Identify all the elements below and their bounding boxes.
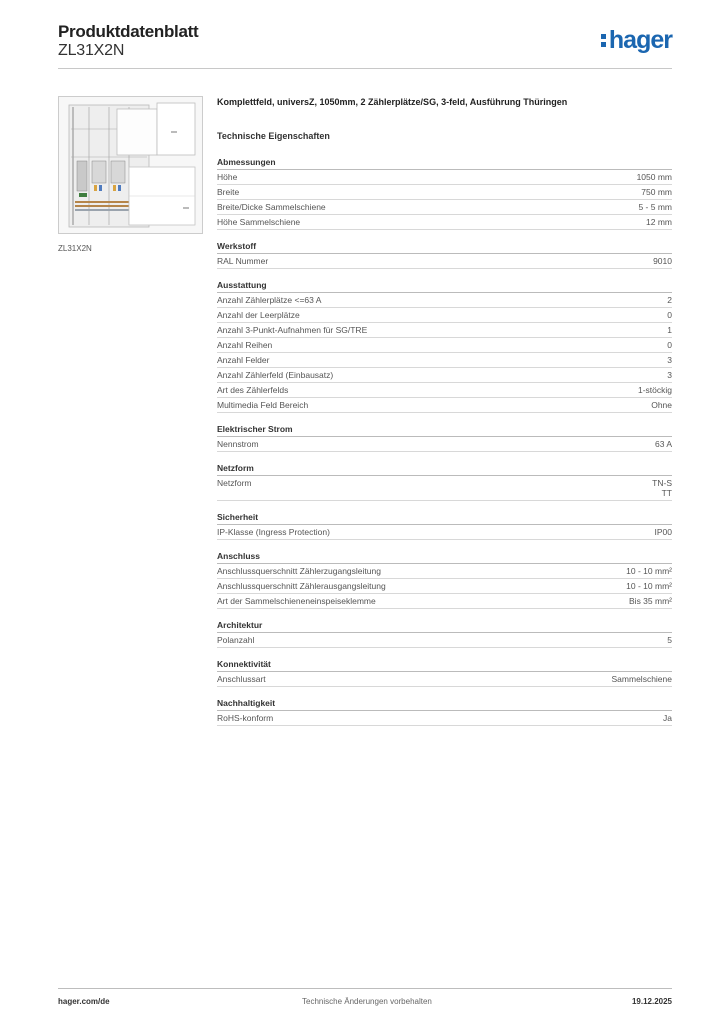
product-code: ZL31X2N [58,42,125,59]
header-divider [58,68,672,69]
spec-label: Anzahl Reihen [217,340,273,350]
spec-label: Breite/Dicke Sammelschiene [217,202,326,212]
product-description: Komplettfeld, universZ, 1050mm, 2 Zählerplätze/SG, 3-feld, Ausführung Thüringen [217,97,568,107]
spec-row [217,353,672,368]
spec-label: Höhe [217,172,238,182]
section-title: Abmessungen [217,156,672,170]
spec-section [217,658,672,687]
product-image [58,96,203,234]
section-title: Konnektivität [217,658,672,672]
section-title: Anschluss [217,550,672,564]
section-title: Elektrischer Strom [217,423,672,437]
spec-value: 1050 mm [636,172,672,182]
spec-value: 0 [667,310,672,320]
spec-row [217,672,672,687]
spec-value: 1 [667,325,672,335]
section-title: Nachhaltigkeit [217,697,672,711]
section-title: Werkstoff [217,240,672,254]
spec-value: Sammelschiene [611,674,672,684]
spec-row [217,633,672,648]
spec-row [217,398,672,413]
spec-label: Art der Sammelschieneneinspeiseklemme [217,596,376,606]
footer-note: Technische Änderungen vorbehalten [302,997,432,1006]
spec-label: Anschlussquerschnitt Zählerausgangsleitung [217,581,386,591]
spec-value: 12 mm [646,217,672,227]
footer-date: 19.12.2025 [631,997,672,1006]
spec-value: 3 [667,370,672,380]
spec-row [217,308,672,323]
spec-label: Anzahl Felder [217,355,270,365]
image-caption: ZL31X2N [58,244,92,253]
spec-label: Art des Zählerfelds [217,385,289,395]
page-header [58,22,672,68]
spec-value: 0 [667,340,672,350]
spec-value: 63 A [654,439,672,449]
spec-label: Anzahl Zählerplätze <=63 A [217,295,322,305]
spec-row [217,170,672,185]
spec-label: Höhe Sammelschiene [217,217,301,227]
logo-text: hager [608,26,672,54]
spec-row [217,383,672,398]
spec-row [217,368,672,383]
spec-label: Anzahl Zählerfeld (Einbausatz) [217,370,334,380]
spec-label: Multimedia Feld Bereich [217,400,309,410]
spec-section [217,279,672,413]
spec-value: IP00 [654,527,672,537]
spec-section [217,156,672,230]
spec-sections [217,156,672,726]
spec-value: 5 [667,635,672,645]
footer-website[interactable]: hager.com/de [58,997,110,1006]
hager-logo [601,26,672,55]
spec-section [217,619,672,648]
spec-value: Ja [663,713,672,723]
spec-row [217,200,672,215]
document-title: Produktdatenblatt [58,22,199,41]
logo-dots-icon [601,31,607,50]
spec-label: Anschlussart [217,674,266,684]
spec-row [217,323,672,338]
spec-section [217,423,672,452]
spec-value: Bis 35 mm² [629,596,672,606]
technical-properties-heading: Technische Eigenschaften [217,131,330,141]
spec-row [217,338,672,353]
meter-cabinet-illustration [59,97,202,233]
spec-value: 2 [667,295,672,305]
spec-row [217,293,672,308]
spec-row [217,254,672,269]
spec-label: RAL Nummer [217,256,269,266]
spec-row [217,525,672,540]
spec-value: 9010 [653,256,672,266]
spec-value: TN-S TT [652,478,672,498]
spec-label: Netzform [217,478,252,488]
spec-value: 3 [667,355,672,365]
spec-section [217,550,672,609]
spec-row [217,579,672,594]
spec-section [217,240,672,269]
spec-label: Nennstrom [217,439,259,449]
footer-divider [58,988,672,989]
spec-row [217,215,672,230]
spec-label: IP-Klasse (Ingress Protection) [217,527,330,537]
spec-row [217,476,672,501]
spec-row [217,711,672,726]
spec-row [217,564,672,579]
product-content [217,96,672,736]
spec-label: Anschlussquerschnitt Zählerzugangsleitung [217,566,381,576]
spec-row [217,185,672,200]
spec-row [217,437,672,452]
section-title: Architektur [217,619,672,633]
spec-label: Anzahl der Leerplätze [217,310,300,320]
spec-section [217,462,672,501]
spec-section [217,511,672,540]
spec-label: Breite [217,187,240,197]
spec-label: RoHS-konform [217,713,274,723]
section-title: Ausstattung [217,279,672,293]
spec-label: Anzahl 3-Punkt-Aufnahmen für SG/TRE [217,325,368,335]
spec-row [217,594,672,609]
spec-value: 5 - 5 mm [638,202,672,212]
spec-value: 10 - 10 mm² [626,581,672,591]
spec-value: 10 - 10 mm² [626,566,672,576]
spec-value: 1-stöckig [637,385,672,395]
section-title: Netzform [217,462,672,476]
section-title: Sicherheit [217,511,672,525]
spec-section [217,697,672,726]
spec-label: Polanzahl [217,635,255,645]
spec-value: 750 mm [641,187,672,197]
spec-value: Ohne [651,400,672,410]
